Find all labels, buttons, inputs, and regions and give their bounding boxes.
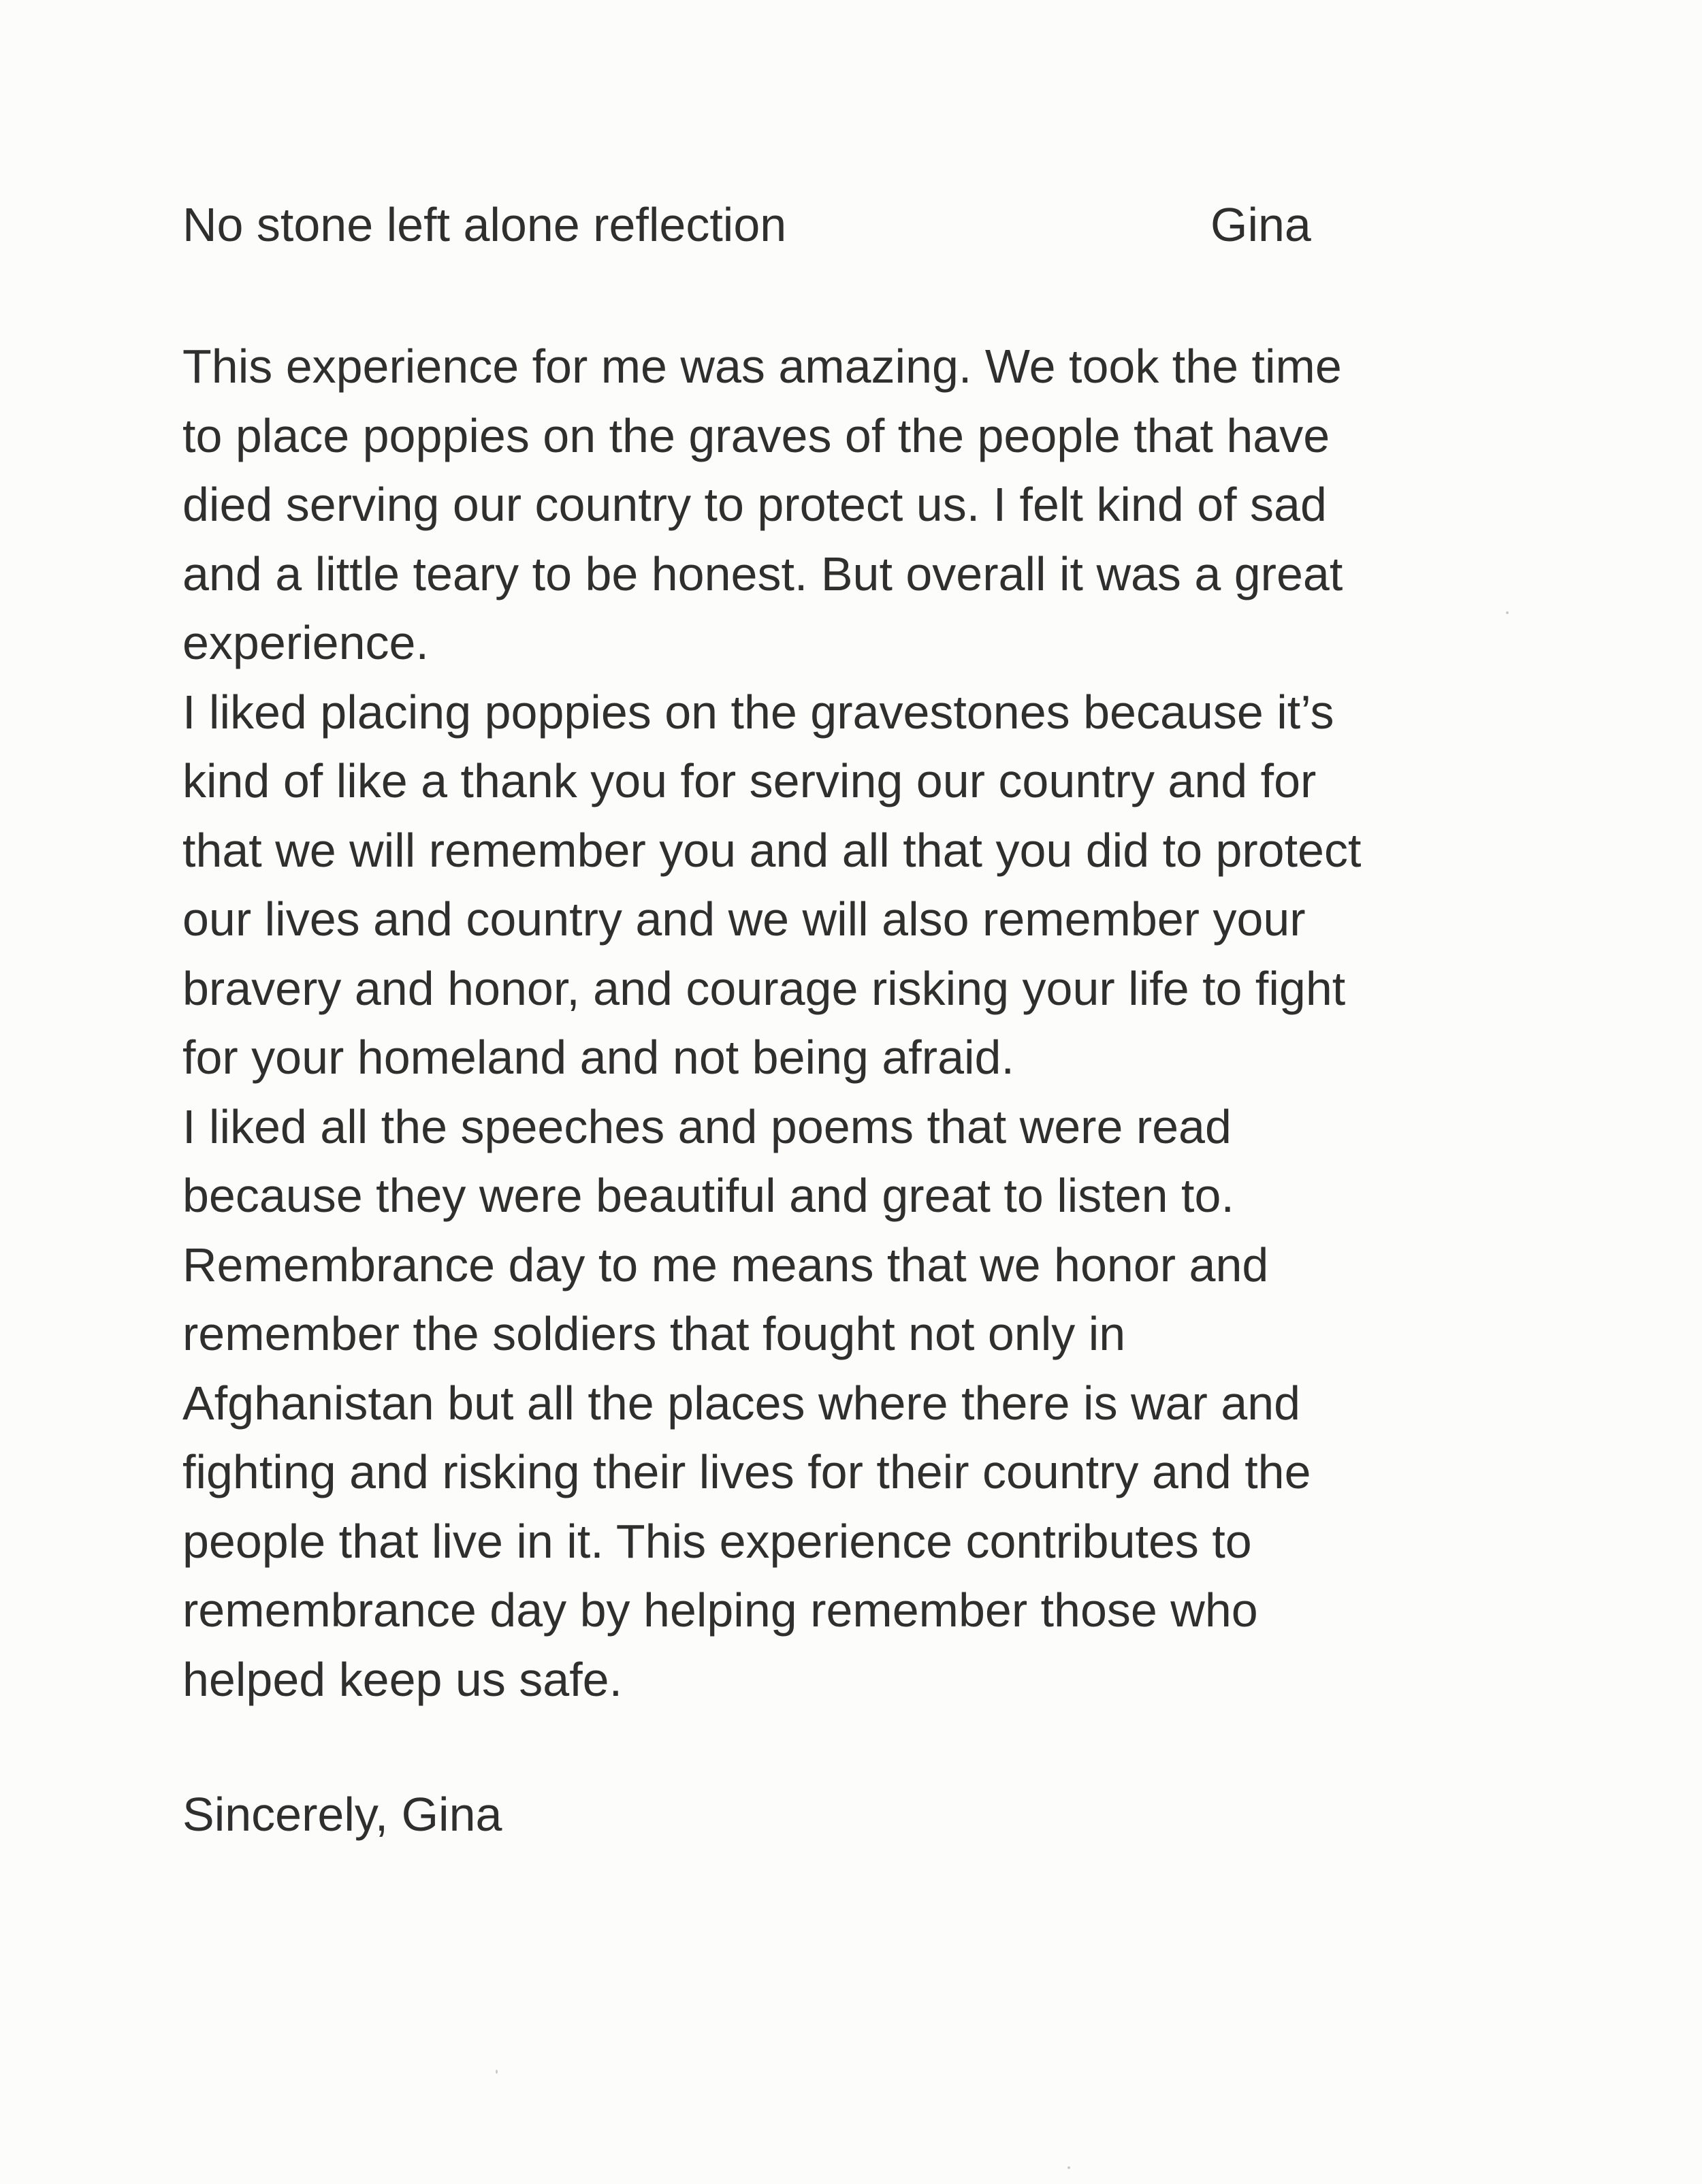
body-line: that we will remember you and all that you did to protect [182, 823, 1362, 877]
document-header [182, 194, 1319, 255]
body-line: and a little teary to be honest. But overall it was a great [182, 547, 1343, 600]
body-line: I liked all the speeches and poems that were read [182, 1099, 1232, 1153]
body-line: Remembrance day to me means that we honor and [182, 1238, 1269, 1291]
body-line: because they were beautiful and great to listen to. [182, 1169, 1234, 1222]
reflection-body [182, 332, 1435, 1714]
body-line: to place poppies on the graves of the people that have [182, 408, 1330, 462]
body-line: our lives and country and we will also remember your [182, 893, 1306, 946]
closing-signature: Sincerely, Gina [182, 1788, 502, 1841]
body-line: remember the soldiers that fought not only in [182, 1307, 1126, 1360]
body-line: This experience for me was amazing. We took the time [182, 340, 1342, 393]
body-line: experience. [182, 616, 429, 669]
body-line: remembrance day by helping remember those who [182, 1584, 1258, 1637]
scan-speck [1506, 611, 1509, 614]
body-line: Afghanistan but all the places where there is war and [182, 1376, 1301, 1430]
body-line: kind of like a thank you for serving our country and for [182, 754, 1317, 807]
body-line: for your homeland and not being afraid. [182, 1031, 1014, 1084]
scan-speck [1067, 2166, 1070, 2169]
body-line: people that live in it. This experience contributes to [182, 1514, 1252, 1568]
scan-speck [496, 2070, 498, 2074]
body-line: bravery and honor, and courage risking your life to fight [182, 961, 1346, 1015]
body-line: fighting and risking their lives for their country and the [182, 1445, 1311, 1498]
document-title: No stone left alone reflection [182, 198, 787, 251]
body-line: I liked placing poppies on the gravestones because it’s [182, 685, 1334, 739]
body-line: helped keep us safe. [182, 1652, 623, 1706]
body-line: died serving our country to protect us. I felt kind of sad [182, 478, 1327, 531]
author-name: Gina [1210, 198, 1311, 251]
